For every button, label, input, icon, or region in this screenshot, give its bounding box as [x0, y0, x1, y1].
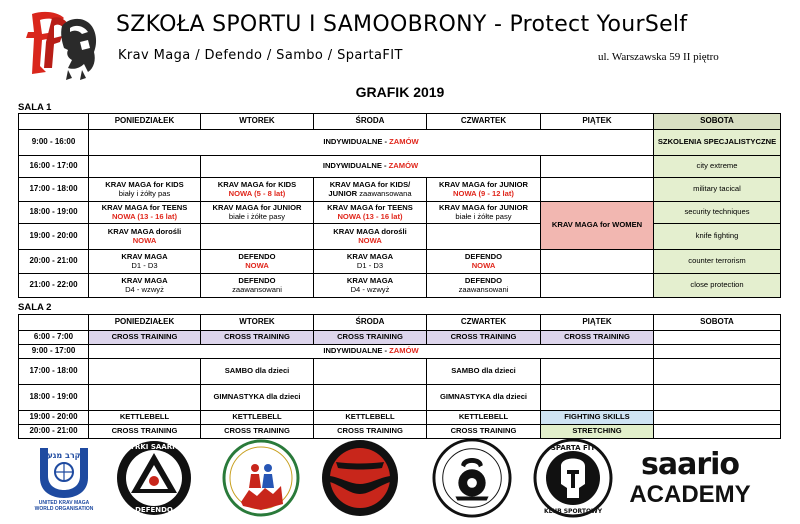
empty-cell: [541, 178, 654, 202]
time-cell: 18:00 - 19:00: [19, 202, 89, 224]
sparta-top-text: SPARTA FIT: [550, 444, 596, 452]
class-cell: [314, 224, 427, 250]
day-header: SOBOTA: [654, 315, 781, 331]
table-row: [19, 250, 781, 274]
day-header: ŚRODA: [314, 315, 427, 331]
order-link[interactable]: ZAMÓW: [389, 346, 419, 356]
class-title: KRAV MAGA for TEENS: [101, 203, 188, 212]
class-note: D1 - D3: [356, 260, 384, 270]
class-cell: [89, 178, 201, 202]
class-cell: [314, 274, 427, 298]
table-row: [19, 425, 781, 439]
class-cell: SAMBO dla dzieci: [201, 359, 314, 385]
class-cell: CROSS TRAINING: [201, 425, 314, 439]
time-cell: 17:00 - 18:00: [19, 359, 89, 385]
class-title: KRAV MAGA: [121, 252, 168, 261]
time-cell: 17:00 - 18:00: [19, 178, 89, 202]
corner-cell: [19, 315, 89, 331]
class-cell: GIMNASTYKA dla dzieci: [427, 385, 541, 411]
day-header: PONIEDZIAŁEK: [89, 114, 201, 130]
time-cell: 20:00 - 21:00: [19, 425, 89, 439]
class-title: KRAV MAGA for JUNIOR: [438, 180, 528, 189]
day-header: CZWARTEK: [427, 315, 541, 331]
school-logo: [24, 8, 100, 82]
class-cell: [427, 202, 541, 224]
table-row: [19, 156, 781, 178]
empty-cell: [314, 359, 427, 385]
class-cell: GIMNASTYKA dla dzieci: [201, 385, 314, 411]
ukm-logo: [28, 438, 100, 518]
sala1-label: SALA 1: [18, 102, 52, 113]
class-cell: KETTLEBELL: [201, 411, 314, 425]
table-row: [19, 274, 781, 298]
saario-academy-logo: [628, 438, 752, 518]
class-title: DEFENDO: [464, 276, 503, 285]
class-cell: [201, 202, 314, 224]
corner-cell: [19, 114, 89, 130]
saario-defendo-logo: [114, 438, 194, 518]
class-title: KRAV MAGA: [346, 276, 394, 285]
school-title: SZKOŁA SPORTU I SAMOOBRONY - Protect YourSelf: [116, 12, 688, 37]
class-cell: [314, 202, 427, 224]
sparta-fit-logo: [532, 438, 614, 518]
class-new-badge: NOWA (9 - 12 lat): [453, 188, 514, 198]
table-row: [19, 385, 781, 411]
order-link[interactable]: ZAMÓW: [388, 161, 419, 171]
sparta-bottom-text: KLUB SPORTOWY: [543, 508, 603, 515]
time-cell: 19:00 - 20:00: [19, 224, 89, 250]
day-header: WTOREK: [201, 315, 314, 331]
class-title: KRAV MAGA: [346, 252, 394, 261]
class-note: białe i żółte pasy: [455, 211, 512, 221]
individual-label: INDYWIDUALNE -: [323, 137, 390, 147]
saario-top-text: JYRKI SAARIO: [127, 443, 181, 451]
class-cell: [89, 202, 201, 224]
class-note: D4 - wzwyż: [125, 284, 164, 294]
ukm-caption: UNITED KRAV MAGA WORLD ORGANISATION: [34, 500, 94, 512]
saturday-cell: SZKOLENIA SPECJALISTYCZNE: [654, 130, 781, 156]
class-cell: [89, 274, 201, 298]
table-row: [19, 359, 781, 385]
empty-cell: [89, 359, 201, 385]
empty-cell: [314, 385, 427, 411]
time-cell: 19:00 - 20:00: [19, 411, 89, 425]
class-cell: [314, 250, 427, 274]
time-cell: 18:00 - 19:00: [19, 385, 89, 411]
class-cell: [89, 250, 201, 274]
class-cell: CROSS TRAINING: [427, 331, 541, 345]
table-row: [19, 178, 781, 202]
class-cell: [201, 250, 314, 274]
sala2-schedule-table: [18, 314, 781, 439]
sambo-logo: [218, 438, 304, 518]
address: ul. Warszawska 59 II piętro: [598, 51, 719, 63]
empty-cell: [654, 331, 781, 345]
class-cell: CROSS TRAINING: [314, 331, 427, 345]
empty-cell: [654, 385, 781, 411]
day-header: PIĄTEK: [541, 114, 654, 130]
sala2-label: SALA 2: [18, 302, 52, 313]
table-row: [19, 224, 781, 250]
class-cell: [201, 274, 314, 298]
empty-cell: [541, 385, 654, 411]
empty-cell: [541, 250, 654, 274]
class-title: KRAV MAGA for KIDS: [105, 180, 184, 189]
saturday-cell: counter terrorism: [654, 250, 781, 274]
table-header-row: [19, 315, 781, 331]
class-cell: SAMBO dla dzieci: [427, 359, 541, 385]
class-cell: CROSS TRAINING: [89, 425, 201, 439]
class-cell: STRETCHING: [541, 425, 654, 439]
class-title: KRAV MAGA for JUNIOR: [212, 203, 302, 212]
class-note: D1 - D3: [131, 260, 158, 270]
saturday-cell: military tacical: [654, 178, 781, 202]
class-cell: CROSS TRAINING: [89, 331, 201, 345]
class-note: zaawansowani: [232, 284, 282, 294]
class-title: DEFENDO: [238, 276, 276, 285]
day-header: ŚRODA: [314, 114, 427, 130]
empty-cell: [89, 385, 201, 411]
order-link[interactable]: ZAMÓW: [389, 137, 419, 147]
class-level: JUNIOR: [328, 188, 358, 198]
academy-bottom-text: ACADEMY: [629, 481, 751, 508]
class-note: D4 - wzwyż: [350, 284, 390, 294]
class-cell-women: KRAV MAGA for WOMEN: [541, 202, 654, 250]
empty-cell: [201, 224, 314, 250]
time-cell: 9:00 - 16:00: [19, 130, 89, 156]
empty-cell: [654, 345, 781, 359]
class-new-badge: NOWA (5 - 8 lat): [228, 188, 286, 198]
table-row: [19, 130, 781, 156]
class-note: biały i żółty pas: [118, 188, 171, 198]
time-cell: 21:00 - 22:00: [19, 274, 89, 298]
class-new-badge: NOWA: [132, 235, 157, 245]
class-title: KRAV MAGA dorośli: [333, 227, 407, 236]
saturday-cell: city extreme: [654, 156, 781, 178]
time-cell: 9:00 - 17:00: [19, 345, 89, 359]
class-title: KRAV MAGA for KIDS/: [329, 180, 411, 189]
ukm-hebrew-text: קרב מגע: [47, 451, 81, 460]
empty-cell: [541, 156, 654, 178]
class-new-badge: NOWA (13 - 16 lat): [111, 211, 178, 221]
table-row: [19, 202, 781, 224]
class-title: KRAV MAGA: [121, 276, 168, 285]
individual-cell: [201, 156, 541, 178]
saturday-cell: security techniques: [654, 202, 781, 224]
day-header: CZWARTEK: [427, 114, 541, 130]
academy-top-text: saario: [640, 447, 740, 482]
class-new-badge: NOWA: [471, 260, 496, 270]
class-cell: KETTLEBELL: [427, 411, 541, 425]
class-new-badge: NOWA: [245, 260, 269, 270]
time-cell: 20:00 - 21:00: [19, 250, 89, 274]
class-note: zaawansowana: [357, 188, 412, 198]
empty-cell: [541, 274, 654, 298]
schedule-title: GRAFIK 2019: [355, 84, 445, 100]
class-cell: CROSS TRAINING: [314, 425, 427, 439]
individual-cell: [89, 130, 654, 156]
class-cell: [427, 250, 541, 274]
class-cell: [427, 274, 541, 298]
kettlebell-logo: [428, 438, 516, 518]
red-circle-logo: [318, 438, 402, 518]
class-title: DEFENDO: [464, 252, 503, 261]
individual-label: INDYWIDUALNE -: [323, 346, 390, 356]
class-cell: [427, 178, 541, 202]
time-cell: 6:00 - 7:00: [19, 331, 89, 345]
class-cell: FIGHTING SKILLS: [541, 411, 654, 425]
class-new-badge: NOWA: [358, 235, 382, 245]
partner-logos: [0, 438, 800, 520]
table-header-row: [19, 114, 781, 130]
class-cell: KETTLEBELL: [314, 411, 427, 425]
day-header: PONIEDZIAŁEK: [89, 315, 201, 331]
disciplines-subtitle: Krav Maga / Defendo / Sambo / SpartaFIT: [118, 48, 403, 63]
class-cell: CROSS TRAINING: [427, 425, 541, 439]
empty-cell: [541, 359, 654, 385]
class-cell: CROSS TRAINING: [201, 331, 314, 345]
empty-cell: [89, 156, 201, 178]
saturday-cell: close protection: [654, 274, 781, 298]
class-title: KRAV MAGA for JUNIOR: [438, 203, 528, 212]
day-header: SOBOTA: [654, 114, 781, 130]
class-cell: CROSS TRAINING: [541, 331, 654, 345]
class-cell: KETTLEBELL: [89, 411, 201, 425]
time-cell: 16:00 - 17:00: [19, 156, 89, 178]
day-header: WTOREK: [201, 114, 314, 130]
table-row: [19, 331, 781, 345]
saturday-cell: knife fighting: [654, 224, 781, 250]
class-title: KRAV MAGA for KIDS: [217, 180, 297, 189]
class-note: białe i żółte pasy: [228, 211, 286, 221]
day-header: PIĄTEK: [541, 315, 654, 331]
class-note: zaawansowani: [458, 284, 509, 294]
class-cell: [201, 178, 314, 202]
individual-label: INDYWIDUALNE -: [322, 161, 389, 171]
sala1-schedule-table: [18, 113, 781, 298]
empty-cell: [654, 359, 781, 385]
class-cell: [314, 178, 427, 202]
table-row: [19, 411, 781, 425]
empty-cell: [654, 411, 781, 425]
empty-cell: [654, 425, 781, 439]
class-cell: [89, 224, 201, 250]
saario-bottom-text: DEFENDO: [135, 506, 173, 514]
individual-cell: [89, 345, 654, 359]
class-title: KRAV MAGA dorośli: [107, 227, 182, 236]
class-title: DEFENDO: [238, 252, 276, 261]
table-row: [19, 345, 781, 359]
class-title: KRAV MAGA for TEENS: [327, 203, 413, 212]
class-new-badge: NOWA (13 - 16 lat): [337, 211, 403, 221]
empty-cell: [427, 224, 541, 250]
